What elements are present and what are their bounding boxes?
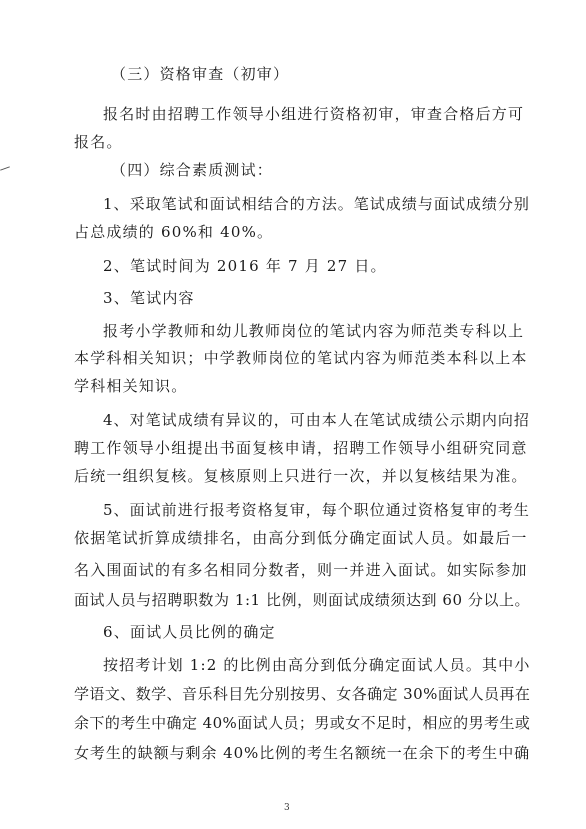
paragraph-line: 面试人员与招聘职数为 1:1 比例，则面试成绩须达到 60 分以上。 <box>74 591 531 609</box>
paragraph-line: 占总成绩的 60%和 40%。 <box>74 223 274 241</box>
paragraph-line: 学语文、数学、音乐科目先分别按男、女各确定 30%面试人员再在 <box>74 685 531 703</box>
paragraph-line: 余下的考生中确定 40%面试人员；男或女不足时，相应的男考生或 <box>74 714 531 732</box>
paragraph-line: 女考生的缺额与剩余 40%比例的考生名额统一在余下的考生中确 <box>74 744 531 762</box>
paragraph-line: 1、采取笔试和面试相结合的方法。笔试成绩与面试成绩分别 <box>103 195 530 213</box>
paragraph-line: 2、笔试时间为 2016 年 7 月 27 日。 <box>103 257 387 275</box>
subsection-heading: 3、笔试内容 <box>103 289 195 307</box>
paragraph-line: 后统一组织复核。复核原则上只进行一次，并以复核结果为准。 <box>74 467 528 485</box>
paragraph-line: 本学科相关知识；中学教师岗位的笔试内容为师范类本科以上本 <box>74 349 528 367</box>
paragraph-line: 报名时由招聘工作领导小组进行资格初审，审查合格后方可 <box>103 105 525 123</box>
paragraph-line: 报考小学教师和幼儿教师岗位的笔试内容为师范类专科以上 <box>103 322 525 340</box>
subsection-heading: 6、面试人员比例的确定 <box>103 623 276 641</box>
page-number: 3 <box>284 803 290 813</box>
section-heading-qualification-review: （三）资格审查（初审） <box>111 65 290 83</box>
paragraph-line: 名入围面试的有多名相同分数者，则一并进入面试。如实际参加 <box>74 561 528 579</box>
paragraph-line: 报名。 <box>74 133 123 151</box>
paragraph-line: 4、对笔试成绩有异议的，可由本人在笔试成绩公示期内向招 <box>103 411 530 429</box>
paragraph-line: 聘工作领导小组提出书面复核申请，招聘工作领导小组研究同意 <box>74 439 528 457</box>
paragraph-line: 依据笔试折算成绩排名，由高分到低分确定面试人员。如最后一 <box>74 529 528 547</box>
paragraph-line: 按招考计划 1:2 的比例由高分到低分确定面试人员。其中小 <box>103 656 531 674</box>
paragraph-line: 5、面试前进行报考资格复审，每个职位通过资格复审的考生 <box>103 501 530 519</box>
section-heading-comprehensive-test: （四）综合素质测试： <box>111 161 274 179</box>
margin-mark <box>0 166 10 170</box>
paragraph-line: 学科相关知识。 <box>74 377 188 395</box>
